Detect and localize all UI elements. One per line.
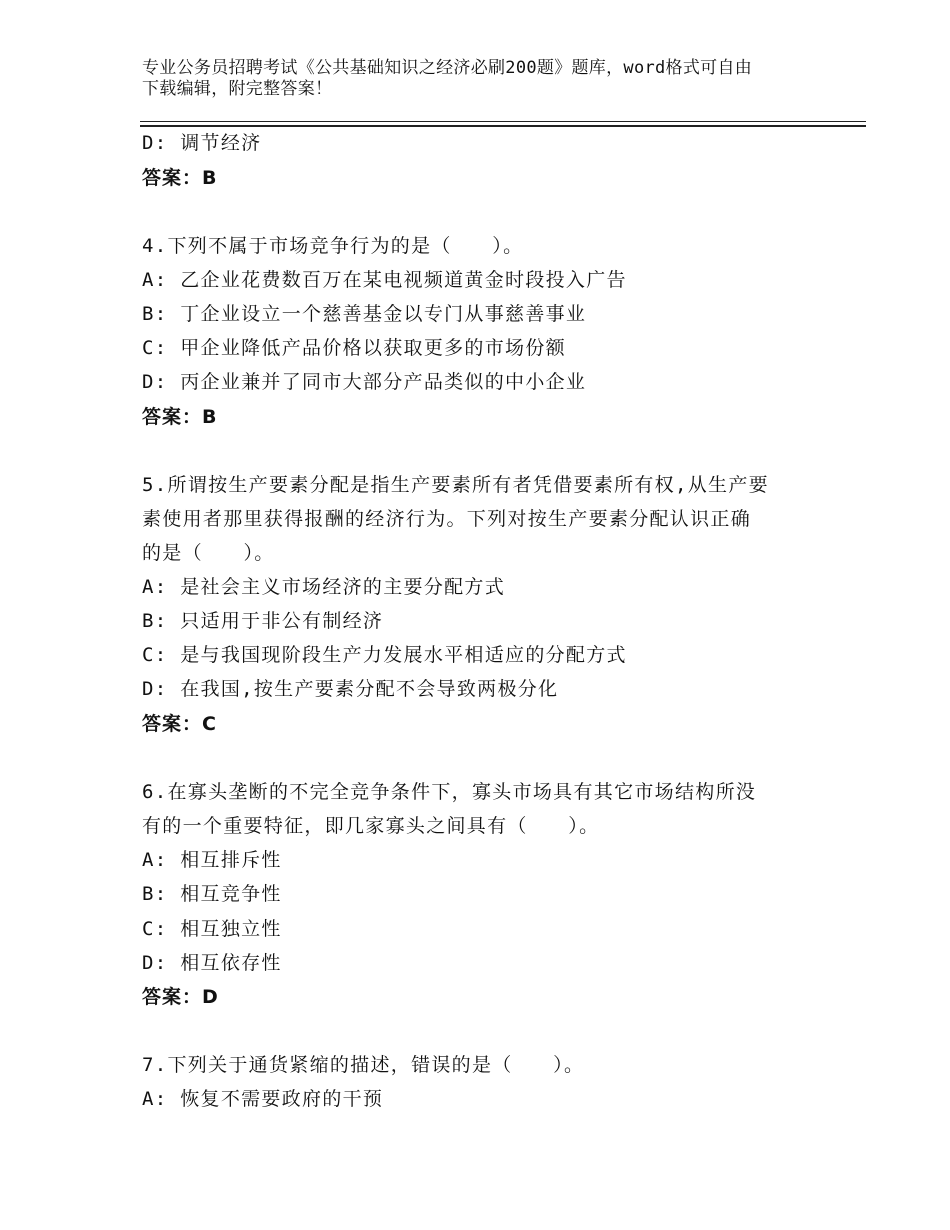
q6-stem-line-2: 有的一个重要特征，即几家寡头之间具有（ ）。 (142, 815, 600, 837)
q4-option-d: D: 丙企业兼并了同市大部分产品类似的中小企业 (142, 371, 587, 393)
q3-option-d: D: 调节经济 (142, 132, 262, 154)
q4-option-a: A: 乙企业花费数百万在某电视频道黄金时段投入广告 (142, 269, 627, 291)
q4-stem: 4.下列不属于市场竞争行为的是（ ）。 (142, 235, 524, 257)
q5-option-a: A: 是社会主义市场经济的主要分配方式 (142, 576, 506, 598)
q6-option-d: D: 相互依存性 (142, 952, 282, 974)
header-divider-thin (140, 121, 866, 122)
q4-option-c: C: 甲企业降低产品价格以获取更多的市场份额 (142, 337, 566, 359)
q6-option-a: A: 相互排斥性 (142, 849, 282, 871)
q6-option-c: C: 相互独立性 (142, 918, 282, 940)
q7-option-a: A: 恢复不需要政府的干预 (142, 1088, 384, 1110)
q6-answer: 答案：D (142, 986, 219, 1008)
q7-stem: 7.下列关于通货紧缩的描述，错误的是（ ）。 (142, 1054, 585, 1076)
header-line-1: 专业公务员招聘考试《公共基础知识之经济必刷200题》题库，word格式可自由 (142, 58, 753, 78)
header-line-2: 下载编辑，附完整答案！ (142, 79, 333, 99)
q4-answer: 答案：B (142, 406, 218, 428)
q5-option-b: B: 只适用于非公有制经济 (142, 610, 384, 632)
q6-option-b: B: 相互竞争性 (142, 883, 282, 905)
document-header (142, 58, 822, 100)
q3-answer: 答案：B (142, 167, 218, 189)
q6-stem-line-1: 6.在寡头垄断的不完全竞争条件下，寡头市场具有其它市场结构所没 (142, 781, 757, 803)
q5-answer: 答案：C (142, 713, 217, 735)
header-divider-thick (140, 125, 866, 127)
q5-option-c: C: 是与我国现阶段生产力发展水平相适应的分配方式 (142, 644, 627, 666)
q5-option-d: D: 在我国,按生产要素分配不会导致两极分化 (142, 678, 559, 700)
q5-stem-line-1: 5.所谓按生产要素分配是指生产要素所有者凭借要素所有权,从生产要 (142, 474, 769, 496)
q5-stem-line-3: 的是（ ）。 (142, 542, 275, 564)
q4-option-b: B: 丁企业设立一个慈善基金以专门从事慈善事业 (142, 303, 587, 325)
q5-stem-line-2: 素使用者那里获得报酬的经济行为。下列对按生产要素分配认识正确 (142, 508, 752, 530)
